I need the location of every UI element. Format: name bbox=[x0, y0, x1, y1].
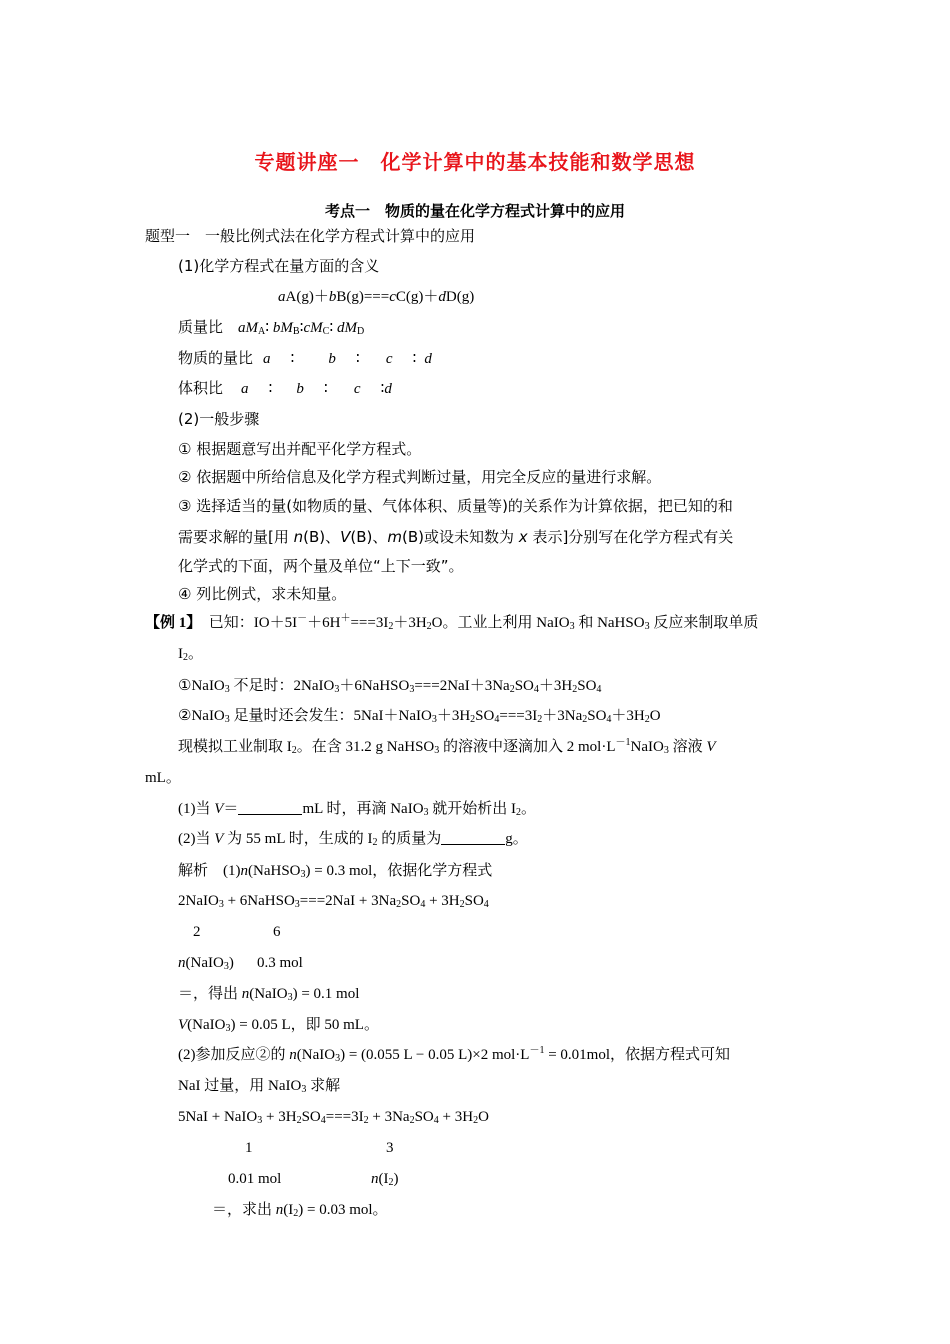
example-label: 【例 1】 bbox=[145, 615, 194, 631]
analysis-line-2: (2)参加反应②的 n(NaIO$_3$) = (0.055 L − 0.05 L)×2 $mol\cdot L^{-1} = 0.01mol$，依据方程式可知 bbox=[178, 1045, 730, 1064]
section-heading: 考点一 物质的量在化学方程式计算中的应用 bbox=[325, 202, 626, 220]
analysis-result-1: ＝，得出 n(NaIO$_3$) = 0.1 mol bbox=[178, 986, 360, 1003]
general-equation: aA(g)＋bB(g)===cC(g)＋dD(g) bbox=[278, 289, 475, 305]
analysis-equation-2: 5NaI + NaIO$_3$ + $3H_2SO_4===3I_2 + 3Na_2SO_4 + 3H_2O$ bbox=[178, 1109, 489, 1126]
step-3-line-2: 需要求解的量[用 n(B)、V(B)、m(B)或设未知数为 x 表示]分别写在化学方程式有关 bbox=[178, 528, 734, 546]
steps-heading: (2)一般步骤 bbox=[178, 410, 260, 428]
coef-1: 1 bbox=[245, 1140, 253, 1156]
example-1-line-2: $I_2$。 bbox=[178, 646, 204, 663]
volume-ratio-row: 体积比 a ∶ b ∶ c ∶d bbox=[178, 379, 392, 397]
n-naio3: n(NaIO$_3$) bbox=[178, 955, 234, 972]
mass-ratio-label: 质量比 bbox=[178, 318, 224, 336]
step-1: ① 根据题意写出并配平化学方程式。 bbox=[178, 440, 422, 458]
example-1-line-1: 【例 1】 已知：$IO+5I^-+6H^+===3I_2+3H_2O$。工业上利用 NaIO$_3$ 和 NaHSO$_3$ 反应来制取单质 bbox=[145, 613, 759, 632]
mole-ratio-label: 物质的量比 bbox=[178, 349, 254, 367]
question-type-heading: 题型一 一般比例式法在化学方程式计算中的应用 bbox=[145, 227, 476, 245]
mass-ratio-row: 质量比 $aM_A∶$ $bM_B∶cM_C∶$ $dM_D$ bbox=[178, 318, 365, 337]
analysis-result-2: ＝，求出 $n(I_2) = 0.03$ mol。 bbox=[212, 1202, 388, 1219]
answer-blank-2[interactable] bbox=[441, 830, 505, 845]
step-2: ② 依据题中所给信息及化学方程式判断过量，用完全反应的量进行求解。 bbox=[178, 468, 662, 486]
document-title: 专题讲座一 化学计算中的基本技能和数学思想 bbox=[254, 150, 696, 174]
analysis-line-1: 解析 (1)n(NaHSO$_3$) = 0.3 mol，依据化学方程式 bbox=[178, 861, 493, 880]
question-2: (2)当 V 为 55 mL 时，生成的 $I_2$ 的质量为 g。 bbox=[178, 831, 528, 848]
mole-ratio-row: 物质的量比 a ∶ b ∶ c ∶ d bbox=[178, 349, 432, 367]
analysis-volume: V(NaIO$_3$) = 0.05 L，即 50 mL。 bbox=[178, 1017, 379, 1034]
answer-blank-1[interactable] bbox=[238, 800, 302, 815]
meaning-heading: (1)化学方程式在量方面的含义 bbox=[178, 257, 380, 275]
n-i2: $n(I_2)$ bbox=[371, 1171, 399, 1188]
analysis-equation-1: 2NaIO$_3$ + 6NaHSO$_3$===2NaI + $3Na_2SO_4 + 3H_2SO_4$ bbox=[178, 893, 489, 910]
analysis-label: 解析 bbox=[178, 861, 209, 879]
step-4: ④ 列比例式，求未知量。 bbox=[178, 585, 347, 603]
coef-6: 6 bbox=[273, 924, 281, 940]
scenario-line-1: 现模拟工业制取 $I_2$。在含 31.2 g NaHSO$_3$ 的溶液中逐滴加入 2 $mol\cdot L^{-1}NaIO_3$ 溶液 V bbox=[178, 737, 716, 756]
reaction-1: ①NaIO$_3$ 不足时：$2NaIO_3+6NaHSO_3===2NaI+3Na_2SO_4+3H_2SO_4$ bbox=[178, 678, 602, 695]
step-3-line-1: ③ 选择适当的量(如物质的量、气体体积、质量等)的关系作为计算依据，把已知的和 bbox=[178, 497, 733, 515]
scenario-line-2: mL。 bbox=[145, 770, 181, 786]
amount-0-3: 0.3 mol bbox=[257, 955, 303, 971]
reaction-2: ②NaIO$_3$ 足量时还会发生：$5NaI+NaIO_3+3H_2SO_4===3I_2+3Na_2SO_4+3H_2O$ bbox=[178, 708, 661, 725]
coef-2: 2 bbox=[193, 924, 201, 940]
question-1: (1)当 V＝ mL 时，再滴 NaIO$_3$ 就开始析出 $I_2$。 bbox=[178, 801, 537, 818]
amount-0-01: 0.01 mol bbox=[228, 1171, 282, 1187]
analysis-line-3: NaI 过量，用 NaIO$_3$ 求解 bbox=[178, 1078, 341, 1095]
coef-3: 3 bbox=[386, 1140, 394, 1156]
volume-ratio-label: 体积比 bbox=[178, 379, 224, 397]
step-3-line-3: 化学式的下面，两个量及单位“上下一致”。 bbox=[178, 557, 464, 575]
